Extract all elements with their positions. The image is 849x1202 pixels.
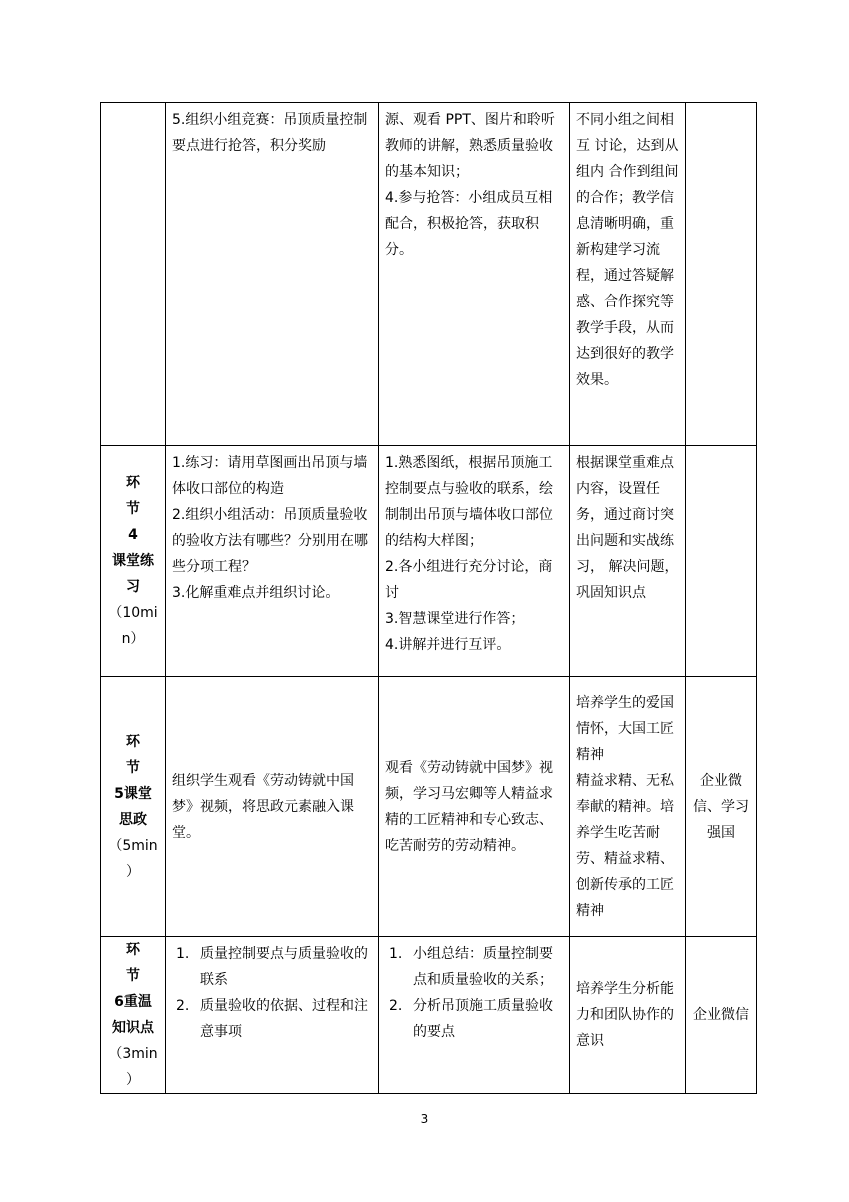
design-intent-cell [570, 103, 686, 446]
resource-text: 企业微信、学习强国 [693, 772, 749, 841]
student-activity-text: 4.讲解并进行互评。 [385, 637, 511, 653]
student-activity-cell [379, 937, 570, 1094]
lesson-plan-table [100, 102, 757, 1094]
stage-label: 知识点 [112, 1020, 154, 1036]
design-intent-text: 培养学生的爱国情怀，大国工匠精神 [576, 694, 674, 763]
student-activity-text: 源、观看 PPT、图片和聆听教师的讲解，熟悉质量验收的基本知识； [385, 112, 555, 180]
table-row [101, 937, 757, 1094]
resource-cell [686, 937, 757, 1094]
student-activity-text: 3.智慧课堂进行作答； [385, 611, 525, 627]
student-activity-cell [379, 677, 570, 937]
stage-duration: ） [126, 1072, 140, 1088]
stage-cell [101, 937, 166, 1094]
design-intent-text: 培养学生分析能力和团队协作的意识 [576, 981, 674, 1049]
student-activity-cell [379, 103, 570, 446]
stage-label: 6重温 [114, 994, 152, 1010]
stage-label: 节 [126, 968, 140, 984]
stage-label: 环 [126, 475, 140, 491]
student-activity-text: 2.各小组进行充分讨论，商讨 [385, 559, 553, 601]
stage-duration: （10mi [108, 605, 158, 621]
resource-cell [686, 103, 757, 446]
list-item: 1. 质量控制要点与质量验收的联系 [176, 946, 368, 988]
stage-duration: n） [121, 631, 145, 647]
table-row [101, 677, 757, 937]
student-activity-text: 4.参与抢答：小组成员互相配合，积极抢答，获取积分。 [385, 190, 553, 258]
student-activity-text: 观看《劳动铸就中国梦》视频，学习马宏卿等人精益求精的工匠精神和专心致志、吃苦耐劳的劳动精神。 [385, 759, 553, 854]
design-intent-text: 精益求精、无私奉献的精神。培养学生吃苦耐劳、精益求精、创新传承的工匠精神 [576, 772, 674, 919]
page-number: 3 [420, 1112, 429, 1126]
resource-cell [686, 677, 757, 937]
design-intent-cell [570, 937, 686, 1094]
list-item: 2. 质量验收的依据、过程和注意事项 [176, 998, 368, 1040]
teacher-activity-cell [166, 446, 379, 677]
student-activity-cell [379, 446, 570, 677]
stage-label: 节 [126, 759, 140, 776]
stage-cell [101, 103, 166, 446]
stage-label: 4 [128, 527, 138, 543]
stage-label: 习 [126, 579, 140, 595]
teacher-activity-cell [166, 677, 379, 937]
stage-duration: ） [126, 863, 140, 880]
stage-cell [101, 446, 166, 677]
teacher-activity-text: 组织学生观看《劳动铸就中国梦》视频，将思政元素融入课堂。 [172, 772, 354, 841]
list-item: 2. 分析吊顶施工质量验收的要点 [389, 998, 553, 1040]
teacher-activity-cell [166, 103, 379, 446]
stage-duration: （3min [108, 1046, 158, 1062]
teacher-activity-text: 1.练习：请用草图画出吊顶与墙体收口部位的构造 [172, 455, 368, 497]
design-intent-cell [570, 677, 686, 937]
stage-label: 环 [126, 733, 140, 750]
teacher-activity-text: 3.化解重难点并组织讨论。 [172, 585, 340, 601]
design-intent-text: 根据课堂重难点内容，设置任务，通过商讨突出问题和实战练习， 解决问题，巩固知识点 [576, 455, 679, 601]
table-row [101, 103, 757, 446]
stage-label: 课堂练 [112, 553, 154, 569]
stage-cell [101, 677, 166, 937]
stage-label: 节 [126, 501, 140, 517]
stage-label: 思政 [119, 811, 147, 828]
teacher-activity-text: 2.组织小组活动：吊顶质量验收的验收方法有哪些？分别用在哪些分项工程？ [172, 507, 368, 575]
teacher-activity-cell [166, 937, 379, 1094]
teacher-activity-text: 5.组织小组竞赛：吊顶质量控制要点进行抢答，积分奖励 [172, 112, 368, 154]
stage-label: 5课堂 [114, 785, 152, 802]
resource-cell [686, 446, 757, 677]
resource-text: 企业微信 [693, 1007, 749, 1023]
list-item: 1. 小组总结：质量控制要点和质量验收的关系； [389, 946, 553, 988]
student-activity-text: 1.熟悉图纸，根据吊顶施工控制要点与验收的联系，绘制制出吊顶与墙体收口部位的结构大样图； [385, 455, 553, 549]
design-intent-text: 不同小组之间相互 讨论，达到从组内 合作到组间的合作；教学信息清晰明确，重新构建学习流程，通过答疑解惑、合作探究等教学手段，从而达到很好的教学效果。 [576, 112, 679, 388]
table-row [101, 446, 757, 677]
stage-label: 环 [126, 942, 140, 958]
stage-duration: （5min [108, 837, 158, 854]
design-intent-cell [570, 446, 686, 677]
